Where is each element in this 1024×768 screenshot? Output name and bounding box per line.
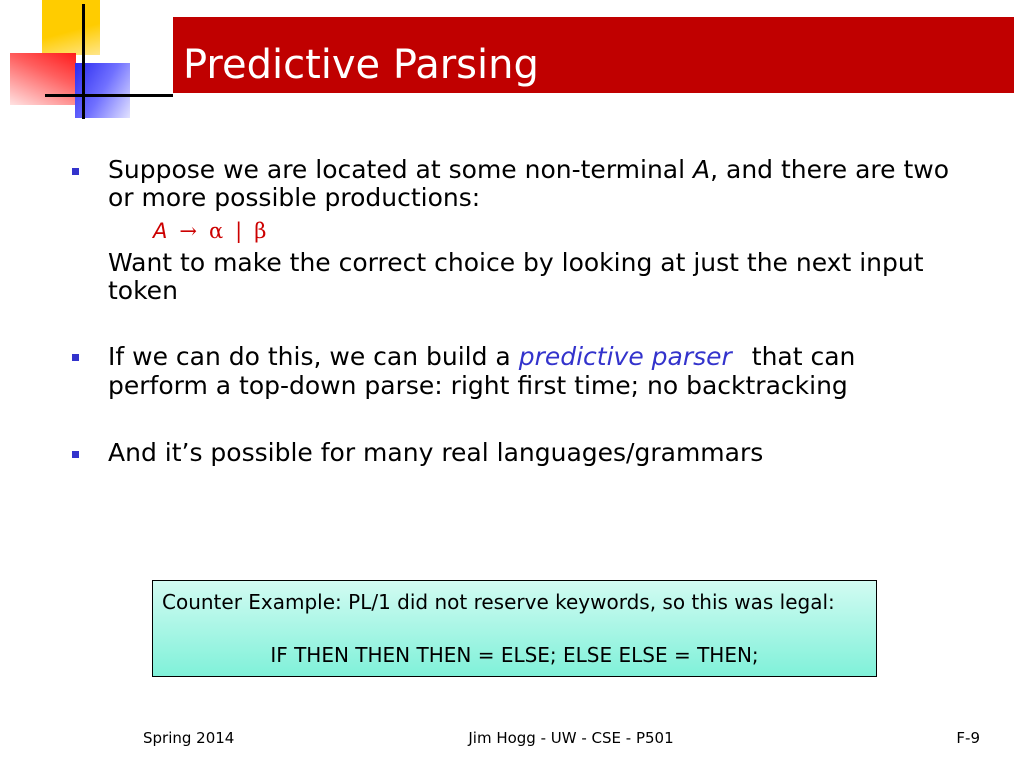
production-arrow: → — [179, 219, 197, 243]
red-square — [10, 53, 76, 105]
bullet-marker — [72, 451, 79, 458]
footer-author: Jim Hogg - UW - CSE - P501 — [468, 729, 674, 747]
slide-number: F-9 — [956, 729, 980, 747]
production-alpha: α — [208, 219, 224, 243]
horizontal-rule — [45, 94, 173, 97]
nonterminal-symbol: A — [693, 155, 711, 184]
bullet-2-text: If we can do this, we can build a — [108, 342, 519, 371]
counter-example-text: Counter Example: PL/1 did not reserve keywords, so this was legal: — [162, 590, 835, 614]
bullet-marker — [72, 168, 79, 175]
bullet-1-text-continued: , and there are two — [710, 155, 950, 184]
bullet-2-text-continued: that can — [743, 342, 856, 371]
slide-title: Predictive Parsing — [183, 42, 539, 88]
title-bar — [173, 17, 1014, 93]
bullet-1-text: Suppose we are located at some non-terminal — [108, 155, 694, 184]
bullet-marker — [72, 354, 79, 361]
counter-example-box — [152, 580, 877, 677]
bullet-3-line-1: And it’s possible for many real languages/grammars — [108, 438, 764, 467]
bullet-1-line-2: or more possible productions: — [108, 183, 481, 212]
yellow-square — [42, 0, 100, 55]
production-rule — [153, 219, 266, 243]
bullet-2-line-2: perform a top-down parse: right first time; no backtracking — [108, 371, 848, 400]
counter-example-code: IF THEN THEN THEN = ELSE; ELSE ELSE = THEN; — [270, 643, 759, 667]
bullet-1-line-1 — [108, 156, 949, 184]
production-lhs: A — [153, 219, 168, 243]
footer-date: Spring 2014 — [143, 729, 235, 747]
predictive-parser-term: predictive parser — [518, 342, 732, 371]
production-bar: | — [235, 219, 243, 243]
logo-decoration — [0, 0, 180, 120]
vertical-rule — [82, 4, 85, 119]
bullet-1-note-line-1: Want to make the correct choice by looking at just the next input — [108, 248, 924, 277]
production-beta: β — [254, 219, 267, 243]
bullet-2-line-1 — [108, 343, 855, 371]
bullet-1-note-line-2: token — [108, 276, 178, 305]
